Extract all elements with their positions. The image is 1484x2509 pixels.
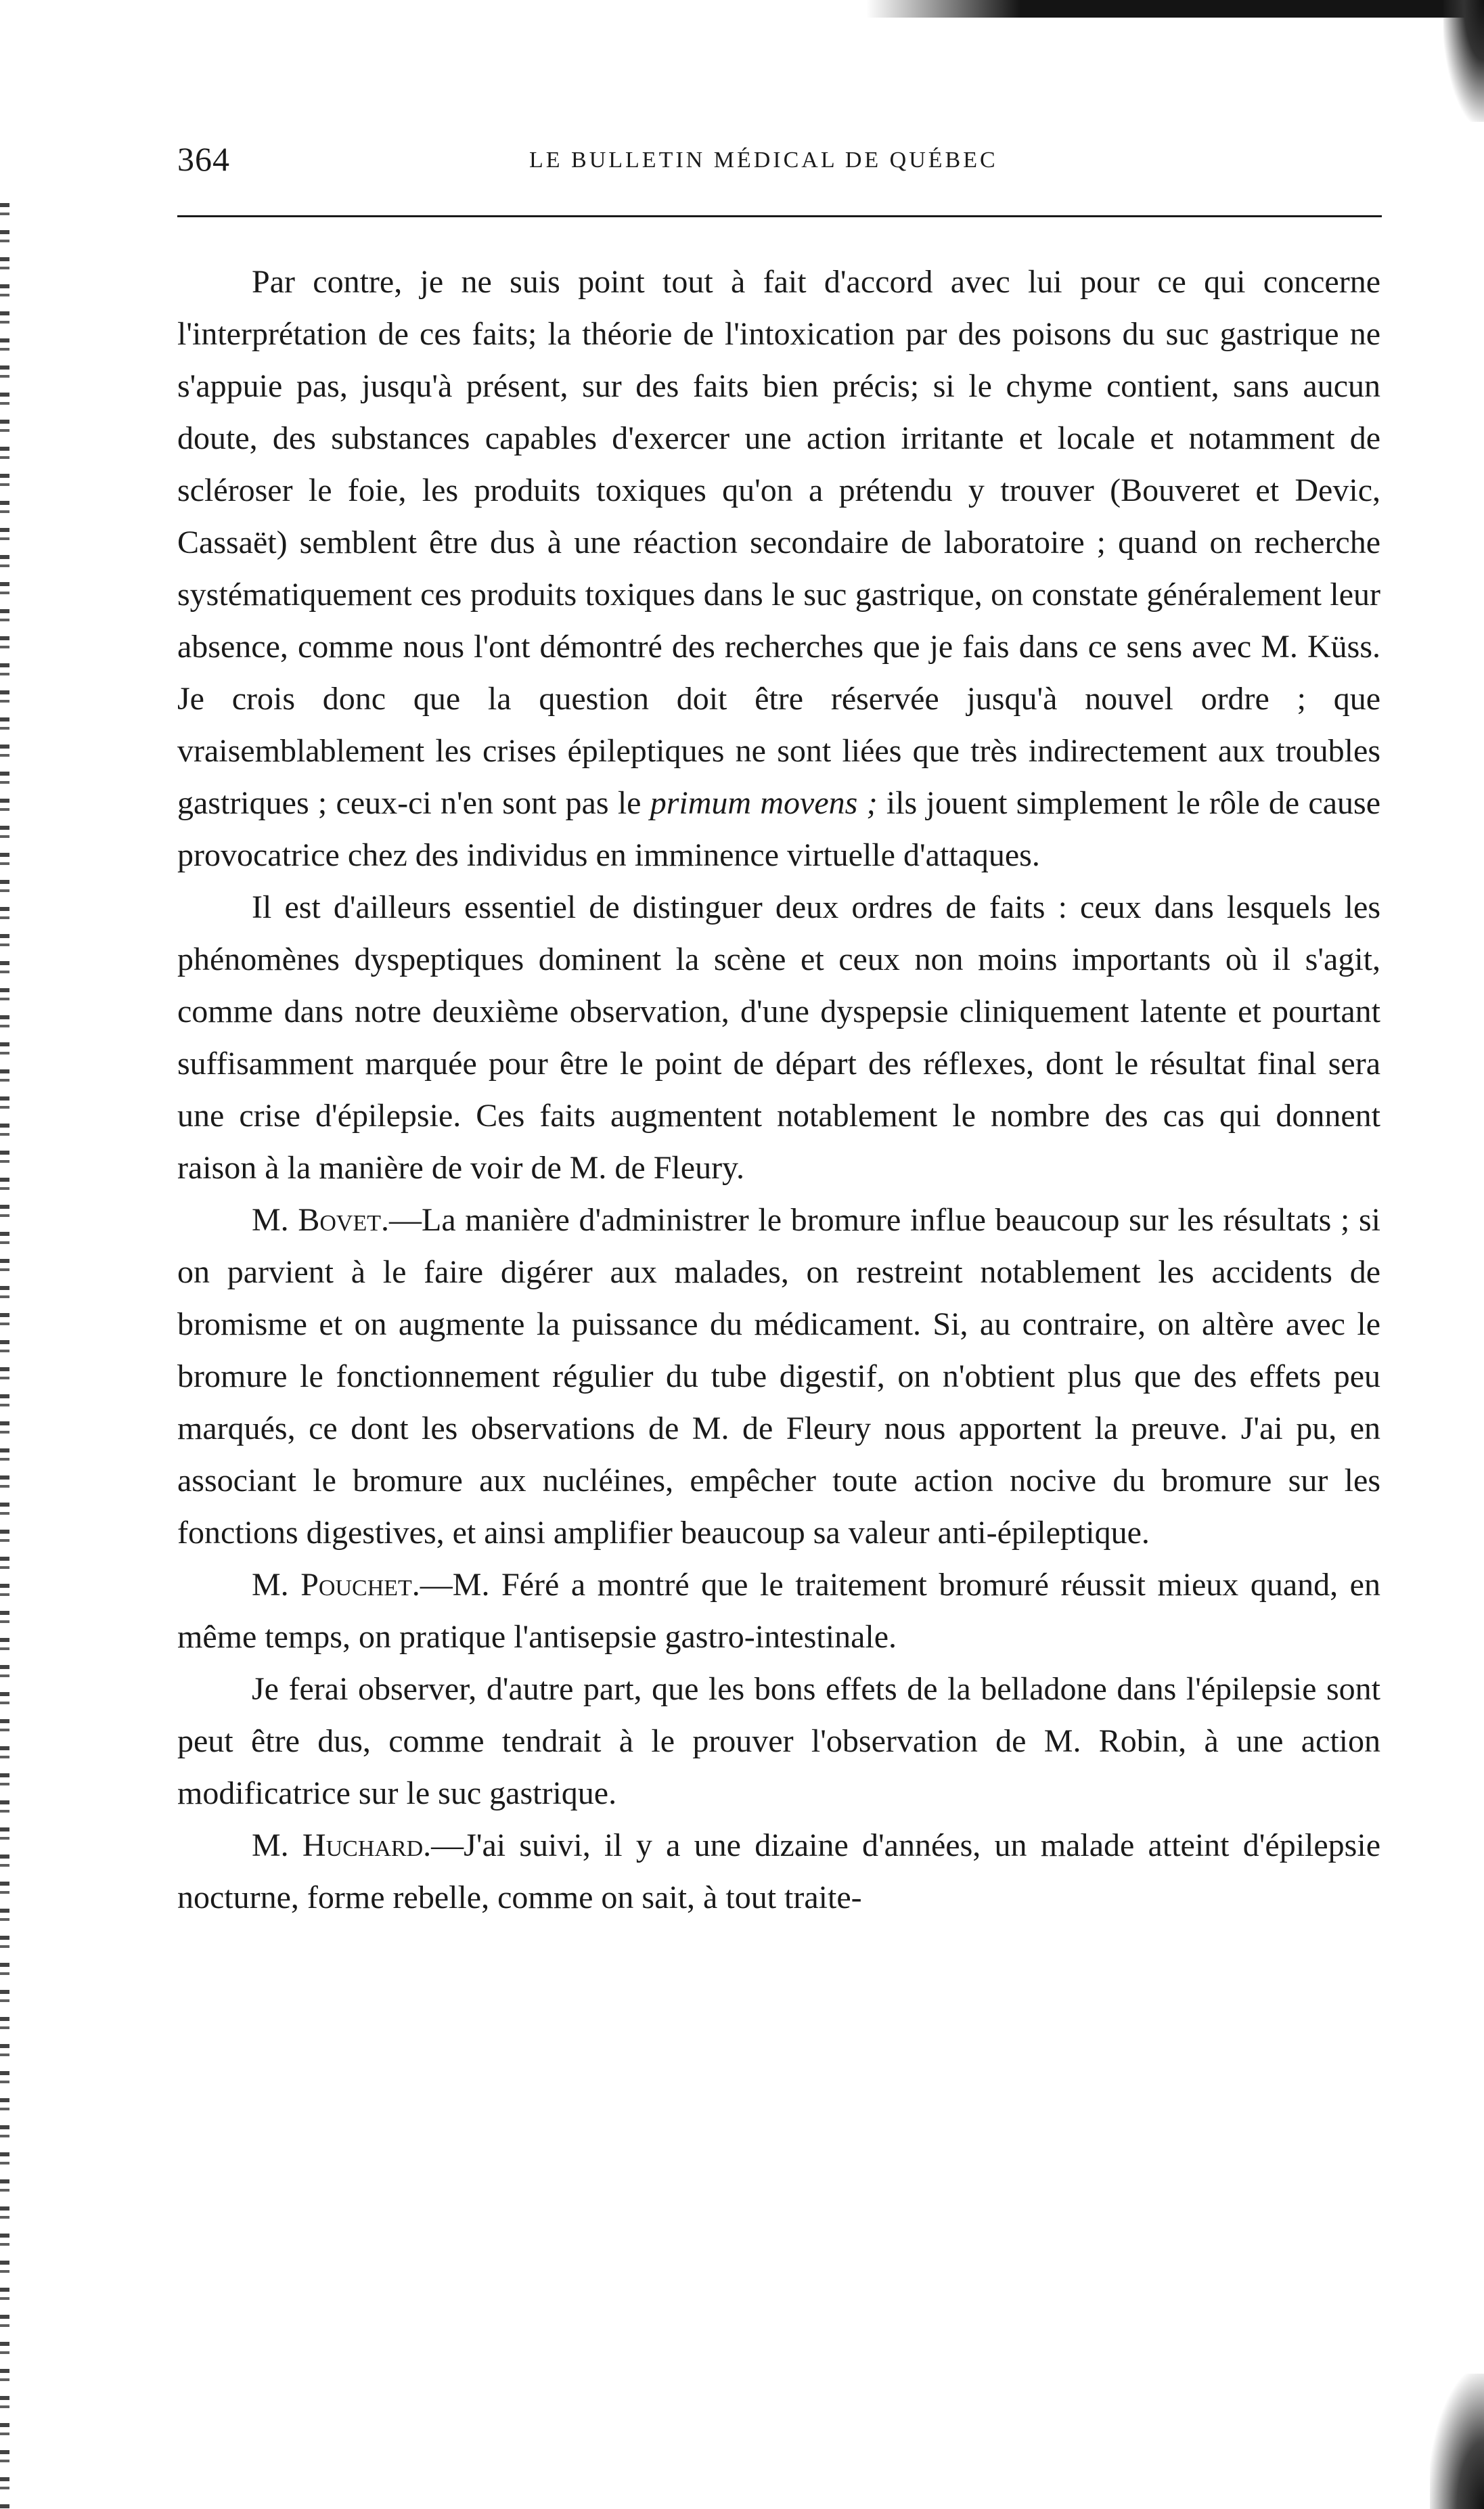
scan-border-left — [0, 203, 9, 2509]
running-title: LE BULLETIN MÉDICAL DE QUÉBEC — [529, 148, 998, 173]
header-rule — [177, 215, 1382, 217]
paragraph-text: —J'ai suivi, il y a une dizaine d'années, un malade atteint d'épilepsie nocturne, forme rebelle, comme on sait, à tout traite- — [177, 1827, 1380, 1915]
paragraph-text-continued: ils jouent simplement le rôle de cause provocatrice chez des individus en imminence virtuelle d'attaques. — [177, 785, 1381, 873]
article-body — [177, 256, 1380, 1924]
paragraph-text: —La manière d'administrer le bromure influe beaucoup sur les résultats ; si on parvient à le faire digérer aux malades, on restreint notablement les accidents de bromisme et on augmente la puissance du médicament. Si, au contraire, on altère avec le bromure le fonctionnement régulier du tube digestif, on n'obtient plus que des effets peu marqués, ce dont les observations de M. de Fleury nous apportent la preuve. J'ai pu, en associant le bromure aux nucléines, empêcher toute action nocive du bromure sur les fonctions digestives, et ainsi amplifier beaucoup sa valeur anti-épileptique. — [177, 1202, 1380, 1551]
paragraph-text: —M. Féré a montré que le traitement bromuré réussit mieux quand, en même temps, on pratique l'antisepsie gastro-intestinale. — [177, 1567, 1380, 1655]
speaker-name: M. Pouchet. — [252, 1567, 420, 1603]
paragraph-text: Je ferai observer, d'autre part, que les bons effets de la belladone dans l'épilepsie sont peut être dus, comme tendrait à le prouver l'observation de M. Robin, à une action modificatrice sur le suc gastrique. — [177, 1671, 1380, 1811]
paragraph — [177, 1559, 1380, 1663]
page-header — [177, 139, 1382, 180]
paragraph — [177, 1819, 1380, 1924]
paragraph-text: Il est d'ailleurs essentiel de distinguer deux ordres de faits : ceux dans lesquels les phénomènes dyspeptiques dominent la scène et ceux non moins importants où il s'agit, comme dans notre deuxième observation, d'une dyspepsie cliniquement latente et pourtant suffisamment marquée pour être le point de départ des réflexes, dont le résultat final sera une crise d'épilepsie. Ces faits augmentent notablement le nombre des cas qui donnent raison à la manière de voir de M. de Fleury. — [177, 889, 1380, 1186]
speaker-name: M. Bovet. — [252, 1202, 389, 1238]
speaker-name: M. Huchard. — [252, 1827, 432, 1863]
page-number: 364 — [177, 140, 230, 178]
paragraph — [177, 1194, 1380, 1559]
paragraph — [177, 1663, 1380, 1819]
scan-border-top — [866, 0, 1484, 18]
paragraph — [177, 881, 1380, 1194]
paragraph-text: Par contre, je ne suis point tout à fait d'accord avec lui pour ce qui concerne l'interprétation de ces faits; la théorie de l'intoxication par des poisons du suc gastrique ne s'appuie pas, jusqu'à présent, sur des faits bien précis; si le chyme contient, sans aucun doute, des substances capables d'exercer une action irritante et locale et notamment de scléroser le foie, les produits toxiques qu'on a prétendu y trouver (Bouveret et Devic, Cassaët) semblent être dus à une réaction secondaire de laboratoire ; quand on recherche systématiquement ces produits toxiques dans le suc gastrique, on constate généralement leur absence, comme nous l'ont démontré des recherches que je fais dans ce sens avec M. Küss. Je crois donc que la question doit être réservée jusqu'à nouvel ordre ; que vraisemblablement les crises épileptiques ne sont liées que très indirectement aux troubles gastriques ; ceux-ci n'en sont pas le — [177, 264, 1380, 821]
scan-corner-top-right — [1443, 0, 1484, 122]
paragraph — [177, 256, 1380, 881]
italic-phrase: primum movens ; — [650, 785, 878, 821]
scan-corner-bottom-right — [1430, 2374, 1484, 2509]
